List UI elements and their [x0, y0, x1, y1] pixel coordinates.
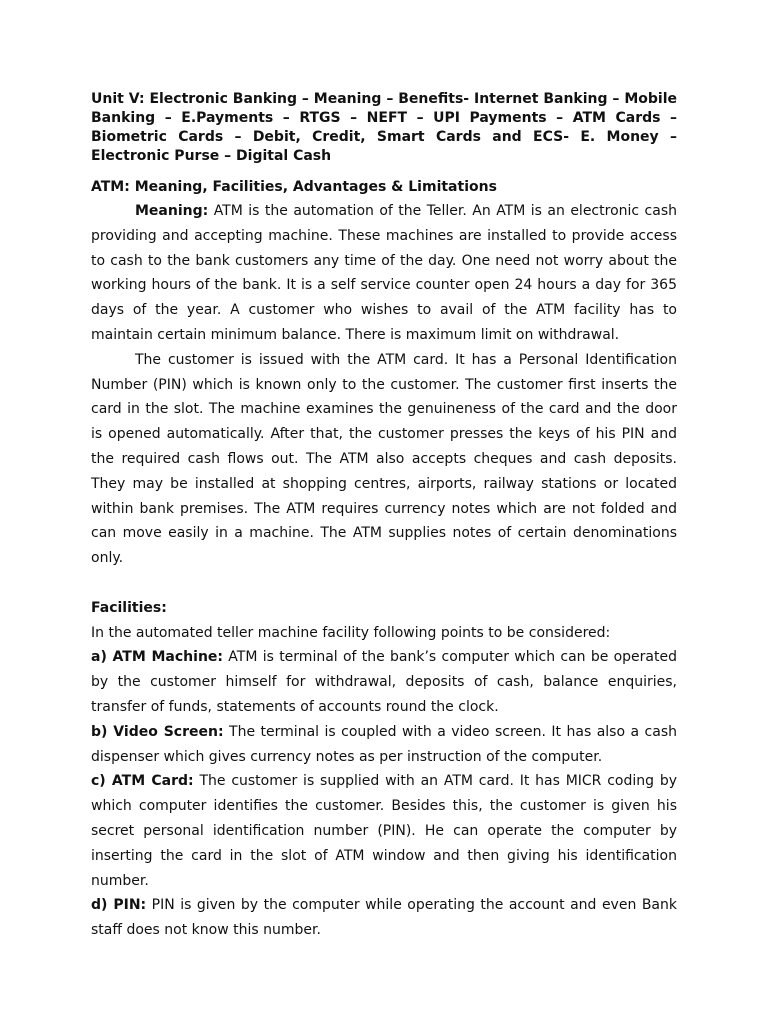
facility-text: The terminal is coupled with a video screen. It has also a cash dispenser which gives currency notes as per instruction of the computer. — [91, 723, 677, 765]
meaning-label: Meaning: — [135, 203, 209, 219]
facility-label: d) PIN: — [91, 897, 147, 914]
facilities-heading: Facilities: — [91, 599, 167, 616]
facility-label: a) ATM Machine: — [91, 649, 224, 666]
facility-text: ATM is terminal of the bank’s computer which can be operated by the customer himself for withdrawal, deposits of cash, balance enquiries, transfer of funds, statements of accounts round the clock. — [91, 649, 677, 715]
meaning-paragraph — [91, 199, 677, 348]
meaning-text: ATM is the automation of the Teller. An ATM is an electronic cash providing and accepting machine. These machines are installed to provide access to cash to the bank customers any time of the day. One need not worry about the working hours of the bank. It is a self service counter open 24 hours a day for 365 days of the year. A customer who wishes to avail of the ATM facility has to maintain certain minimum balance. There is maximum limit on withdrawal. — [91, 203, 677, 343]
facilities-intro: In the automated teller machine facility following points to be considered: — [91, 624, 611, 641]
facility-text: The customer is supplied with an ATM card. It has MICR coding by which computer identifies the customer. Besides this, the customer is given his secret personal identification number (PIN). He can operate the computer by inserting the card in the slot of ATM window and then giving his identification number. — [91, 773, 678, 889]
facility-item-atm-card — [91, 769, 677, 893]
unit-heading: Unit V: Electronic Banking – Meaning – Benefits- Internet Banking – Mobile Banking – E.Payments – RTGS – NEFT – UPI Payments – ATM Cards – Biometric Cards – Debit, Credit, Smart Cards and ECS- E. Money –Electronic Purse – Digital Cash — [91, 91, 677, 164]
facility-item-video-screen — [91, 720, 677, 770]
atm-section-heading: ATM: Meaning, Facilities, Advantages & Limitations — [91, 179, 497, 195]
facility-label: c) ATM Card: — [91, 773, 194, 790]
facility-item-atm-machine — [91, 645, 677, 719]
facility-label: b) Video Screen: — [91, 723, 224, 740]
facility-text: PIN is given by the computer while operating the account and even Bank staff does not know this number. — [91, 897, 677, 939]
facility-item-pin — [91, 893, 677, 943]
customer-paragraph: The customer is issued with the ATM card. It has a Personal Identification Number (PIN) which is known only to the customer. The customer first inserts the card in the slot. The machine examines the genuineness of the card and the door is opened automatically. After that, the customer presses the keys of his PIN and the required cash flows out. The ATM also accepts cheques and cash deposits. They may be installed at shopping centres, airports, railway stations or located within bank premises. The ATM requires currency notes which are not folded and can move easily in a machine. The ATM supplies notes of certain denominations only. — [91, 351, 677, 567]
